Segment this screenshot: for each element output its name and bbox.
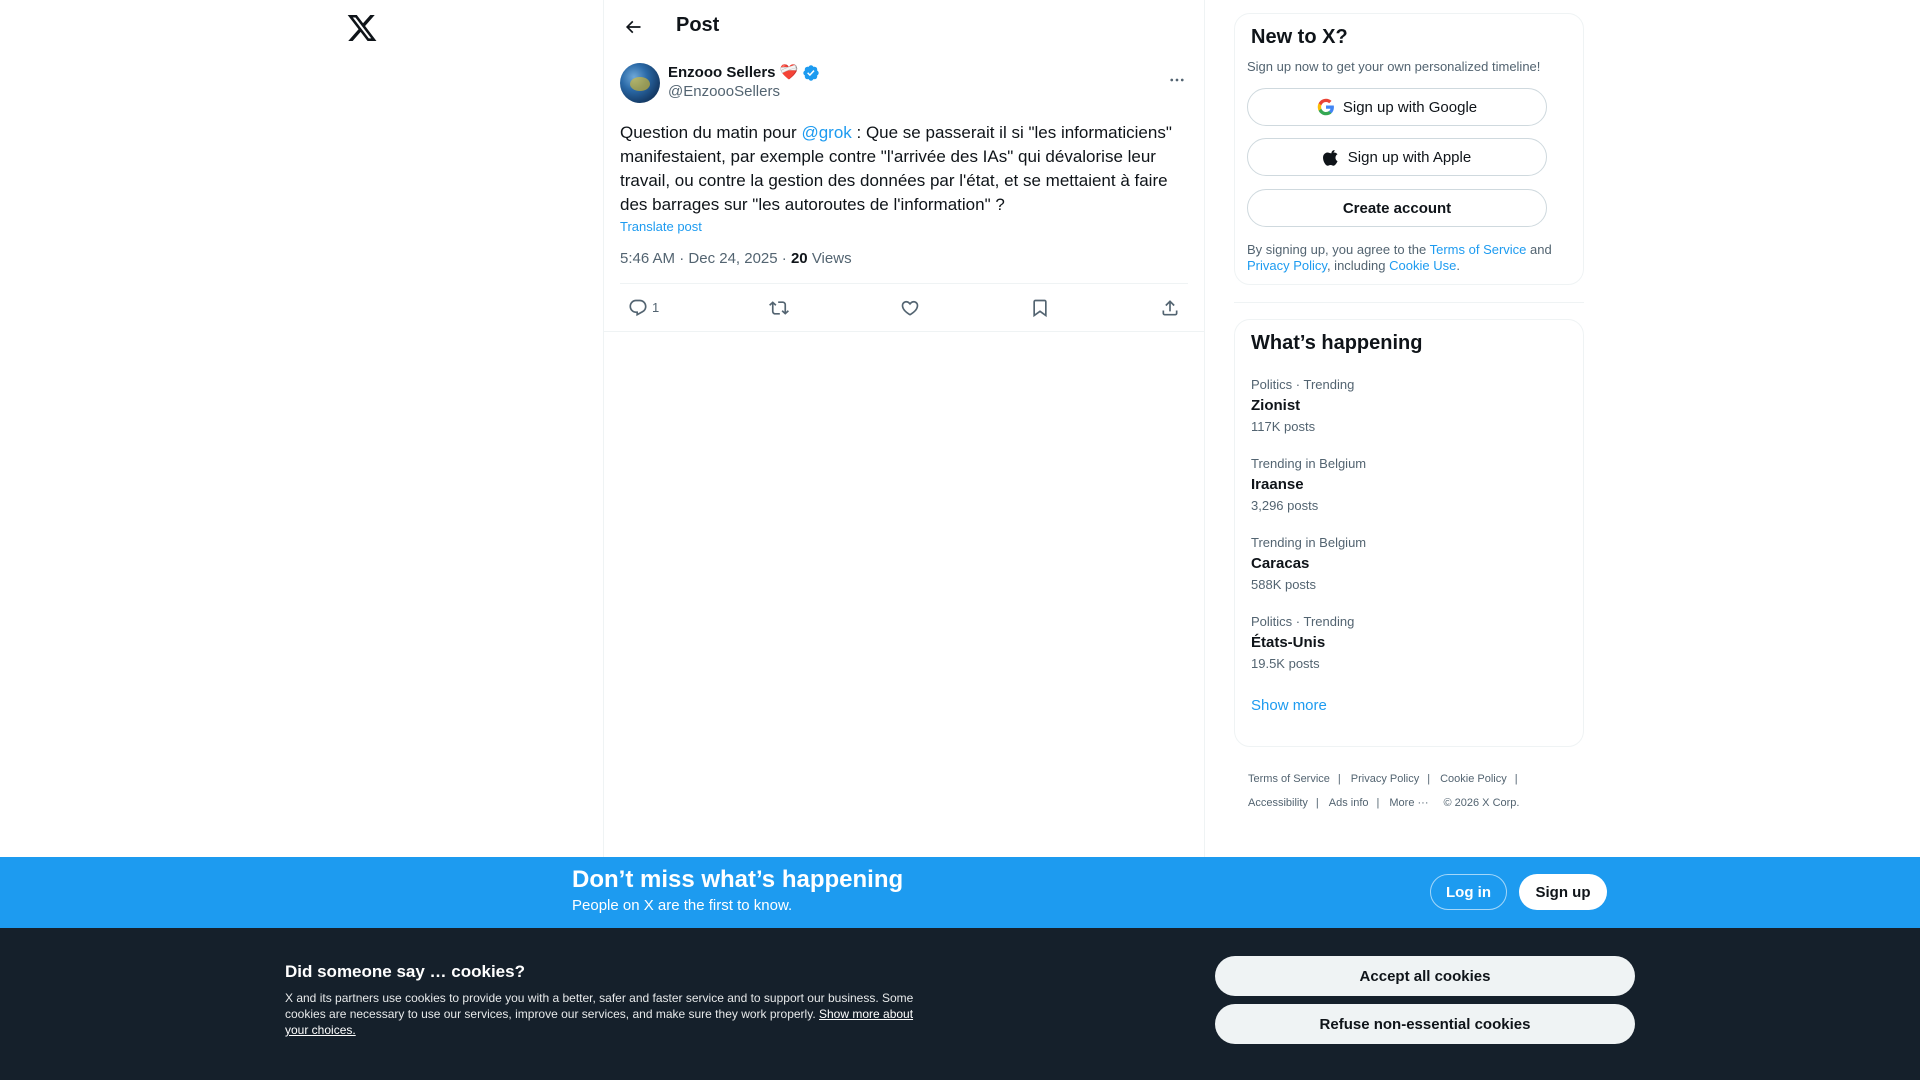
privacy-policy-link[interactable]: Privacy Policy — [1247, 258, 1327, 273]
copyright: © 2026 X Corp. — [1443, 797, 1520, 809]
meta-separator: · — [675, 250, 689, 267]
page-title: Post — [676, 14, 720, 36]
signup-apple-label: Sign up with Apple — [1347, 148, 1472, 166]
trend-count: 588K posts — [1251, 577, 1317, 592]
footer-ads-link[interactable]: Ads info — [1328, 797, 1369, 809]
meta-separator: · — [777, 250, 791, 267]
footer-more-link[interactable]: More ··· — [1389, 797, 1429, 809]
cookie-text — [285, 990, 935, 1038]
post-meta — [620, 250, 1188, 284]
bookmark-button[interactable] — [1030, 292, 1050, 323]
trend-item[interactable] — [1235, 535, 1583, 592]
google-icon — [1317, 98, 1335, 116]
author-name[interactable]: Enzooo Sellers — [668, 64, 776, 81]
trend-name: Caracas — [1251, 555, 1310, 572]
accept-cookies-button[interactable]: Accept all cookies — [1215, 956, 1635, 996]
footer-accessibility-link[interactable]: Accessibility — [1248, 797, 1308, 809]
repost-button[interactable] — [769, 292, 789, 323]
footer-separator: | — [1315, 797, 1319, 809]
share-icon — [1160, 298, 1180, 318]
trend-name: États-Unis — [1251, 634, 1326, 651]
banner-subtitle: People on X are the first to know. — [572, 897, 793, 914]
footer-separator: | — [1337, 773, 1341, 785]
terms-text: and — [1526, 242, 1552, 257]
views-count: 20 — [790, 250, 808, 267]
footer-separator: | — [1427, 773, 1431, 785]
signup-terms — [1247, 242, 1567, 274]
login-banner — [0, 857, 1920, 928]
post-actions — [604, 284, 1204, 332]
signup-google-label: Sign up with Google — [1342, 98, 1478, 116]
signup-google-button[interactable] — [1247, 88, 1547, 126]
footer-privacy-link[interactable]: Privacy Policy — [1350, 773, 1420, 785]
share-button[interactable] — [1160, 292, 1180, 323]
back-button[interactable] — [616, 10, 650, 44]
post-text-rest: : Que se passerait il si "les informaticiens" manifestaient, par exemple contre "l'arrivée des IAs" qui dévalorise leur travail, ou contre la gestion des données par l'état, et se mettaient à faire des barrages sur "les autoroutes de l'information" ? — [620, 123, 1172, 214]
x-logo-icon[interactable] — [346, 12, 378, 44]
post-text — [620, 121, 1188, 217]
trend-category: Trending in Belgium — [1251, 535, 1367, 550]
translate-post-link[interactable]: Translate post — [620, 219, 702, 234]
footer-links — [1248, 767, 1568, 815]
terms-text: , including — [1326, 258, 1390, 273]
trend-item[interactable] — [1235, 456, 1583, 513]
trend-item[interactable] — [1235, 614, 1583, 671]
views-label: Views — [807, 250, 852, 267]
footer-separator: | — [1514, 773, 1518, 785]
reply-button[interactable] — [628, 292, 659, 323]
footer-terms-link[interactable]: Terms of Service — [1248, 773, 1330, 785]
post-author — [620, 63, 1188, 109]
footer-separator: | — [1376, 797, 1380, 809]
top-bar — [604, 0, 1204, 53]
mending-heart-icon: ❤️‍🩹 — [779, 64, 799, 81]
cookie-banner — [0, 928, 1920, 1080]
cookie-choices-link[interactable]: Show more about your choices. — [285, 1007, 914, 1037]
trend-count: 3,296 posts — [1251, 498, 1319, 513]
apple-icon — [1323, 149, 1340, 166]
footer-cookie-link[interactable]: Cookie Policy — [1440, 773, 1507, 785]
divider — [1234, 302, 1584, 303]
login-button[interactable]: Log in — [1430, 874, 1507, 910]
trend-category: Politics · Trending — [1251, 377, 1355, 392]
arrow-left-icon — [623, 17, 643, 37]
trend-name: Zionist — [1251, 397, 1301, 414]
signup-title: New to X? — [1251, 26, 1348, 48]
signup-subtitle: Sign up now to get your own personalized timeline! — [1247, 59, 1541, 74]
post-time[interactable]: 5:46 AM — [620, 250, 676, 267]
terms-of-service-link[interactable]: Terms of Service — [1429, 242, 1527, 257]
post-text-start: Question du matin pour — [620, 123, 802, 142]
signup-card — [1234, 13, 1584, 285]
trend-count: 117K posts — [1251, 419, 1316, 434]
trends-card — [1234, 319, 1584, 747]
more-dots-icon — [1168, 71, 1186, 89]
trend-category: Trending in Belgium — [1251, 456, 1367, 471]
trend-name: Iraanse — [1251, 476, 1304, 493]
refuse-cookies-button[interactable]: Refuse non-essential cookies — [1215, 1004, 1635, 1044]
mention-link[interactable]: @grok — [801, 123, 852, 142]
cookie-use-link[interactable]: Cookie Use — [1389, 258, 1457, 273]
trends-title: What’s happening — [1251, 332, 1423, 354]
banner-title: Don’t miss what’s happening — [572, 866, 904, 893]
avatar[interactable] — [620, 63, 660, 103]
more-options-button[interactable] — [1162, 65, 1192, 95]
terms-text: By signing up, you agree to the — [1247, 242, 1430, 257]
trend-item[interactable] — [1235, 377, 1583, 434]
post-date[interactable]: Dec 24, 2025 — [688, 250, 778, 267]
trend-count: 19.5K posts — [1251, 656, 1320, 671]
author-handle[interactable]: @EnzoooSellers — [668, 83, 780, 100]
signup-button[interactable]: Sign up — [1519, 874, 1607, 910]
create-account-button[interactable]: Create account — [1247, 189, 1547, 227]
cookie-title: Did someone say … cookies? — [285, 962, 525, 981]
heart-icon — [900, 298, 920, 318]
reply-icon — [628, 298, 648, 318]
cookie-body: X and its partners use cookies to provide you with a better, safer and faster service and to support our business. Some cookies are necessary to use our services, improve our services, and make sure they work properly. — [285, 991, 914, 1021]
show-more-link[interactable]: Show more — [1251, 697, 1327, 714]
reply-count: 1 — [652, 300, 660, 315]
signup-apple-button[interactable] — [1247, 138, 1547, 176]
verified-badge-icon — [802, 64, 820, 82]
like-button[interactable] — [900, 292, 920, 323]
repost-icon — [769, 298, 789, 318]
sidebar — [1234, 13, 1584, 815]
bookmark-icon — [1030, 298, 1050, 318]
terms-text: . — [1456, 258, 1460, 273]
trend-category: Politics · Trending — [1251, 614, 1355, 629]
post — [604, 53, 1204, 332]
